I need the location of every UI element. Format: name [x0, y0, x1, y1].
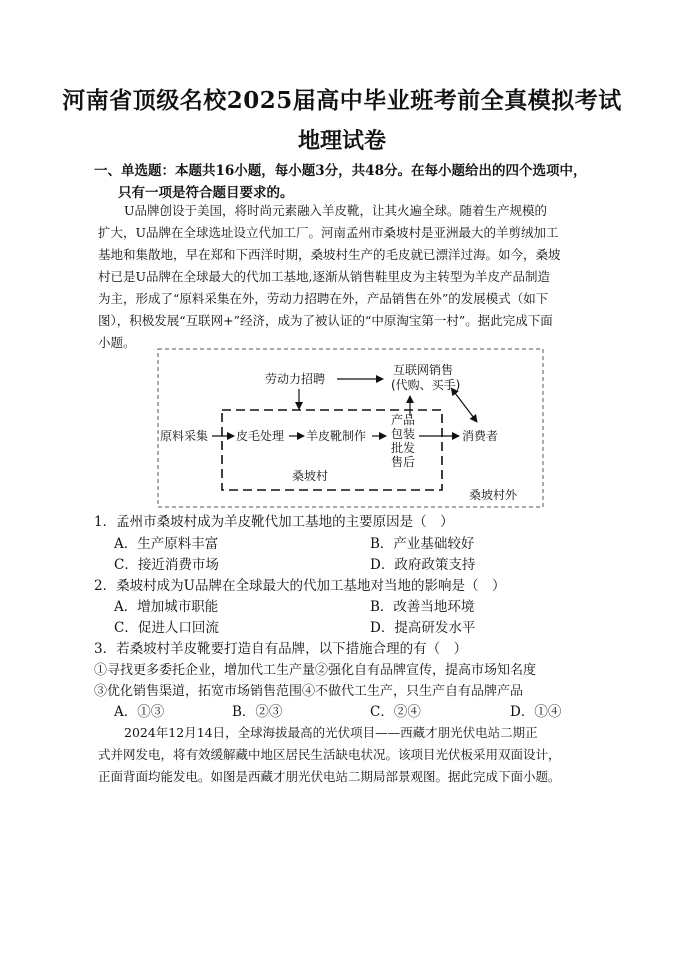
passage-1-line: U品牌创设于美国，将时尚元素融入羊皮靴，让其火遍全球。随着生产规模的 [124, 203, 548, 218]
question-1-option-c[interactable]: C．接近消费市场 [114, 557, 219, 573]
passage-1-line: 为主，形成了“原料采集在外，劳动力招聘在外，产品销售在外”的发展模式（如下 [98, 291, 549, 306]
question-1-option-b[interactable]: B．产业基础较好 [370, 536, 475, 552]
passage-1-line: 图），积极发展“互联网+”经济，成为了被认证的“中原淘宝第一村”。据此完成下面 [98, 313, 553, 328]
question-2-stem: 2．桑坡村成为U品牌在全球最大的代加工基地对当地的影响是（ ） [94, 578, 506, 594]
passage-2-line: 正面背面均能发电。如图是西藏才朋光伏电站二期局部景观图。据此完成下面小题。 [98, 769, 561, 784]
question-3-option-a[interactable]: A．①③ [114, 704, 165, 720]
question-1-option-a[interactable]: A．生产原料丰富 [114, 536, 219, 552]
section-line-2: 只有一项是符合题目要求的。 [118, 185, 294, 201]
passage-1-line: 基地和集散地，早在郑和下西洋时期，桑坡村生产的毛皮就已漂洋过海。如今，桑坡 [98, 247, 561, 262]
passage-2 [98, 722, 616, 788]
question-3-item-line-2: ③优化销售渠道，拓宽市场销售范围④不做代工生产，只生产自有品牌产品 [94, 684, 524, 699]
question-3-stem: 3．若桑坡村羊皮靴要打造自有品牌，以下措施合理的有（ ） [94, 641, 468, 657]
packaging-label: 包装 [391, 427, 416, 441]
passage-1 [98, 200, 616, 354]
production-flow-diagram [155, 346, 547, 510]
internet-sales-label: 互联网销售 [393, 363, 454, 377]
village-outside-label: 桑坡村外 [469, 488, 518, 502]
boot-making-label: 羊皮靴制作 [306, 429, 367, 443]
question-3-option-b[interactable]: B．②③ [232, 704, 283, 720]
question-3-option-c[interactable]: C．②④ [370, 704, 421, 720]
consumer-label: 消费者 [462, 429, 499, 443]
after-sales-label: 售后 [391, 455, 416, 469]
question-2-option-d[interactable]: D．提高研发水平 [370, 620, 476, 636]
raw-material-label: 原料采集 [160, 429, 209, 443]
question-3-option-d[interactable]: D．①④ [510, 704, 562, 720]
product-label: 产品 [391, 413, 416, 427]
question-3-item-line-1: ①寻找更多委托企业，增加代工生产量②强化自有品牌宣传，提高市场知名度 [94, 663, 537, 678]
section-instructions [94, 160, 614, 204]
outer-village-box [158, 349, 543, 507]
question-2-option-c[interactable]: C．促进人口回流 [114, 620, 219, 636]
section-line-1: 一、单选题：本题共16小题，每小题3分，共48分。在每小题给出的四个选项中， [94, 163, 587, 179]
question-1-stem: 1．孟州市桑坡村成为羊皮靴代加工基地的主要原因是（ ） [94, 514, 454, 530]
passage-1-line: 扩大，U品牌在全球选址设立代加工厂。河南孟州市桑坡村是亚洲最大的羊剪绒加工 [98, 225, 559, 240]
passage-1-line: 村已是U品牌在全球最大的代加工基地,逐渐从销售鞋里皮为主转型为羊皮产品制造 [98, 269, 551, 284]
hide-process-label: 皮毛处理 [236, 429, 285, 443]
passage-2-line: 2024年12月14日，全球海拔最高的光伏项目——西藏才朋光伏电站二期正 [124, 725, 538, 740]
labor-recruit-label: 劳动力招聘 [265, 372, 326, 386]
internet-sales-sub-label: (代购、买手) [391, 378, 461, 392]
question-1-option-d[interactable]: D．政府政策支持 [370, 557, 476, 573]
passage-2-line: 式并网发电，将有效缓解藏中地区居民生活缺电状况。该项目光伏板采用双面设计， [98, 747, 561, 762]
village-inside-label: 桑坡村 [292, 469, 329, 483]
exam-title: 河南省顶级名校2025届高中毕业班考前全真模拟考试 [62, 87, 622, 114]
passage-1-line: 小题。 [98, 335, 136, 350]
wholesale-label: 批发 [391, 441, 416, 455]
question-2-option-b[interactable]: B．改善当地环境 [370, 599, 475, 615]
question-2-option-a[interactable]: A．增加城市职能 [114, 599, 219, 615]
internet-consumer-arrow [455, 393, 477, 422]
exam-subtitle: 地理试卷 [297, 128, 386, 154]
